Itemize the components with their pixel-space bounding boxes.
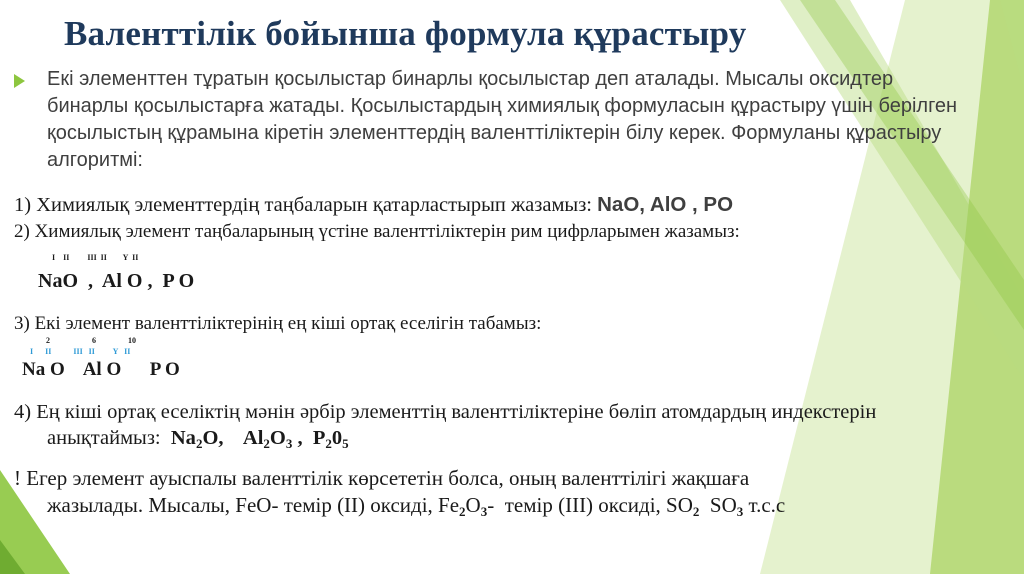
- al2o3-index-1: 2: [263, 436, 270, 451]
- step-3-lcm: 2 6 10: [46, 336, 136, 345]
- step-3-valences: I II III II Y II: [30, 347, 131, 356]
- note-text-a: жазылады. Мысалы, FeO- темір (II) оксиді, Fe: [47, 493, 460, 517]
- note-text-d: SO: [699, 493, 737, 517]
- note-line-2: [47, 493, 785, 520]
- step-1-text: 1) Химиялық элементтердің таңбаларын қатарластырып жазамыз:: [14, 194, 598, 216]
- formula-al2o3: [243, 427, 325, 449]
- na2o-part: Na: [170, 427, 196, 449]
- bullet-arrow-icon: [14, 74, 25, 88]
- note-text-c: - темір (III) оксиді, SO: [487, 493, 693, 517]
- formula-na2o: [171, 427, 243, 449]
- na2o-part-2: O,: [202, 427, 243, 449]
- so2-index: 2: [692, 504, 700, 519]
- step-1-formulas: NaO, AlO , PO: [597, 193, 734, 216]
- intro-paragraph: Екі элементтен тұратын қосылыстар бинарлы қосылыстар деп аталады. Мысалы оксидтер бинарлы қосылыстарға жатады. Қосылыстардың химиялық формуласын құрастыру үшін берілген қосылыстың құрамына кіретін элементтердің валенттіліктерін білу керек. Формуланы құрастыру алгоритмі:: [47, 68, 958, 171]
- formula-p2o5: [325, 427, 348, 449]
- step-4-text: анықтаймыз:: [47, 427, 171, 449]
- fe2o3-index-2: 3: [480, 504, 488, 519]
- step-1: [14, 193, 733, 217]
- step-2-text: 2) Химиялық элемент таңбаларының үстіне валенттіліктерін рим цифрларымен жазамыз:: [14, 221, 740, 242]
- note-line-1: ! Егер элемент ауыспалы валенттілік көрсететін болса, оның валенттілігі жақшаға: [14, 466, 750, 490]
- step-2-formulas: NaO , Al O , P O: [38, 270, 195, 292]
- al2o3-part: Al: [242, 427, 264, 449]
- p2o5-index-1: 2: [325, 436, 332, 451]
- step-4-line-2: [47, 427, 349, 452]
- note-text-end: т.с.с: [743, 493, 786, 517]
- na2o-index: 2: [195, 436, 203, 451]
- step-4-line-1: 4) Ең кіші ортақ еселіктің мәнін әрбір элементтің валенттіліктеріне бөліп атомдардың индекстерін: [14, 401, 877, 423]
- step-3-formulas: Na O Al O P O: [22, 359, 180, 380]
- slide-title: Валенттілік бойынша формула құрастыру: [64, 14, 747, 53]
- step-3-text: 3) Екі элемент валенттіліктерінің ең кіші ортақ еселігін табамыз:: [14, 313, 542, 334]
- al2o3-index-2: 3: [285, 436, 293, 451]
- so3-index: 3: [736, 504, 744, 519]
- fe2o3-index-1: 2: [459, 504, 466, 519]
- step-2-valences: I II III II Y II: [52, 253, 139, 262]
- al2o3-part-3: , P: [292, 427, 326, 449]
- al2o3-part-2: O: [269, 427, 286, 449]
- p2o5-index-2: 5: [342, 436, 349, 451]
- p2o5-part: 0: [331, 427, 343, 449]
- note-text-b: O: [465, 493, 481, 517]
